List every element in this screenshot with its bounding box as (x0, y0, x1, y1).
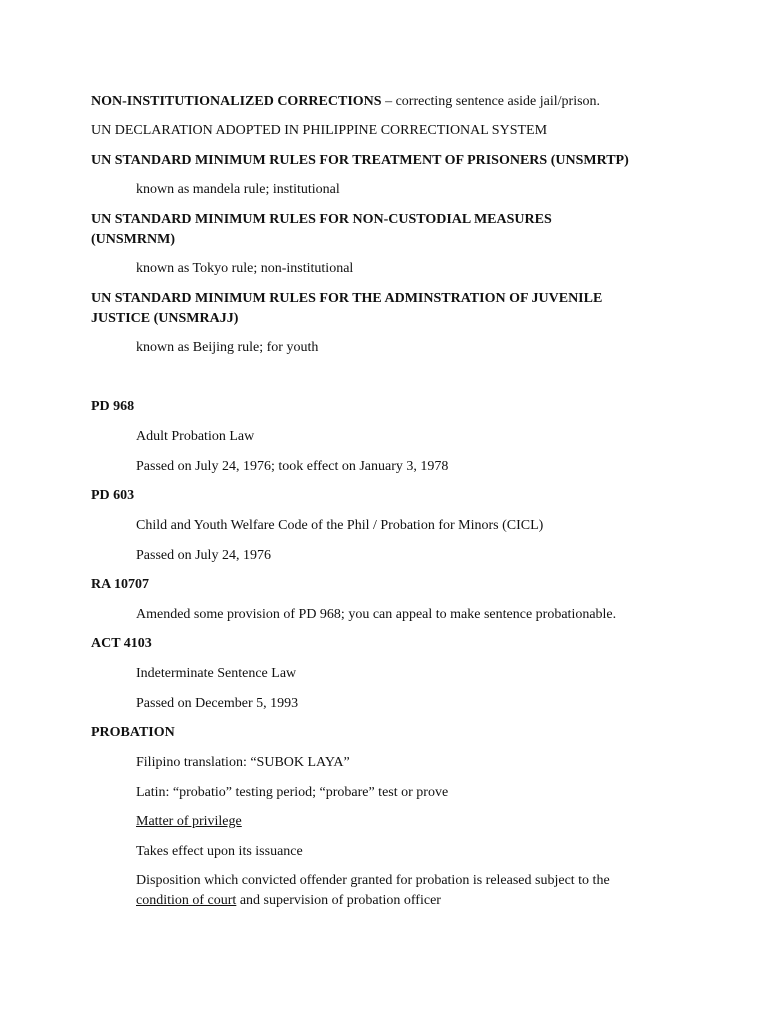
unsmrajj-heading-line-1: UN STANDARD MINIMUM RULES FOR THE ADMINSTRATION OF JUVENILE (91, 291, 603, 306)
unsmrnm-heading-line-1: UN STANDARD MINIMUM RULES FOR NON-CUSTODIAL MEASURES (91, 212, 552, 227)
unsmrajj-heading-line-2: JUSTICE (UNSMRAJJ) (91, 311, 239, 326)
ra10707-heading: RA 10707 (91, 577, 149, 592)
unsmrajj-description: known as Beijing rule; for youth (136, 340, 319, 355)
non-institutionalized-line (91, 92, 600, 112)
pd603-item-1: Child and Youth Welfare Code of the Phil / Probation for Minors (CICL) (136, 518, 544, 533)
condition-of-court-text: condition of court (136, 893, 237, 908)
act4103-heading: ACT 4103 (91, 636, 152, 651)
non-institutionalized-definition: – correcting sentence aside jail/prison. (381, 94, 601, 109)
probation-item-3: Matter of privilege (136, 814, 242, 829)
probation-item-5: Disposition which convicted offender granted for probation is released subject to the (136, 873, 610, 888)
un-declaration-heading: UN DECLARATION ADOPTED IN PHILIPPINE CORRECTIONAL SYSTEM (91, 123, 548, 138)
unsmrtp-heading: UN STANDARD MINIMUM RULES FOR TREATMENT OF PRISONERS (UNSMRTP) (91, 153, 629, 168)
probation-heading: PROBATION (91, 725, 175, 740)
non-institutionalized-heading: NON-INSTITUTIONALIZED CORRECTIONS (91, 94, 382, 109)
pd968-item-1: Adult Probation Law (136, 429, 255, 444)
unsmrnm-heading-line-2: (UNSMRNM) (91, 232, 175, 247)
probation-item-6-rest: and supervision of probation officer (236, 893, 441, 908)
probation-item-4: Takes effect upon its issuance (136, 844, 303, 859)
pd603-heading: PD 603 (91, 488, 135, 503)
pd968-heading: PD 968 (91, 399, 135, 414)
probation-item-6 (136, 891, 441, 911)
ra10707-item: Amended some provision of PD 968; you can appeal to make sentence probationable. (136, 607, 617, 622)
probation-item-1: Filipino translation: “SUBOK LAYA” (136, 755, 350, 770)
pd603-item-2: Passed on July 24, 1976 (136, 548, 271, 563)
act4103-item-1: Indeterminate Sentence Law (136, 666, 297, 681)
unsmrnm-description: known as Tokyo rule; non-institutional (136, 261, 354, 276)
probation-item-2: Latin: “probatio” testing period; “probare” test or prove (136, 785, 449, 800)
act4103-item-2: Passed on December 5, 1993 (136, 696, 299, 711)
pd968-item-2: Passed on July 24, 1976; took effect on January 3, 1978 (136, 459, 449, 474)
unsmrtp-description: known as mandela rule; institutional (136, 182, 340, 197)
